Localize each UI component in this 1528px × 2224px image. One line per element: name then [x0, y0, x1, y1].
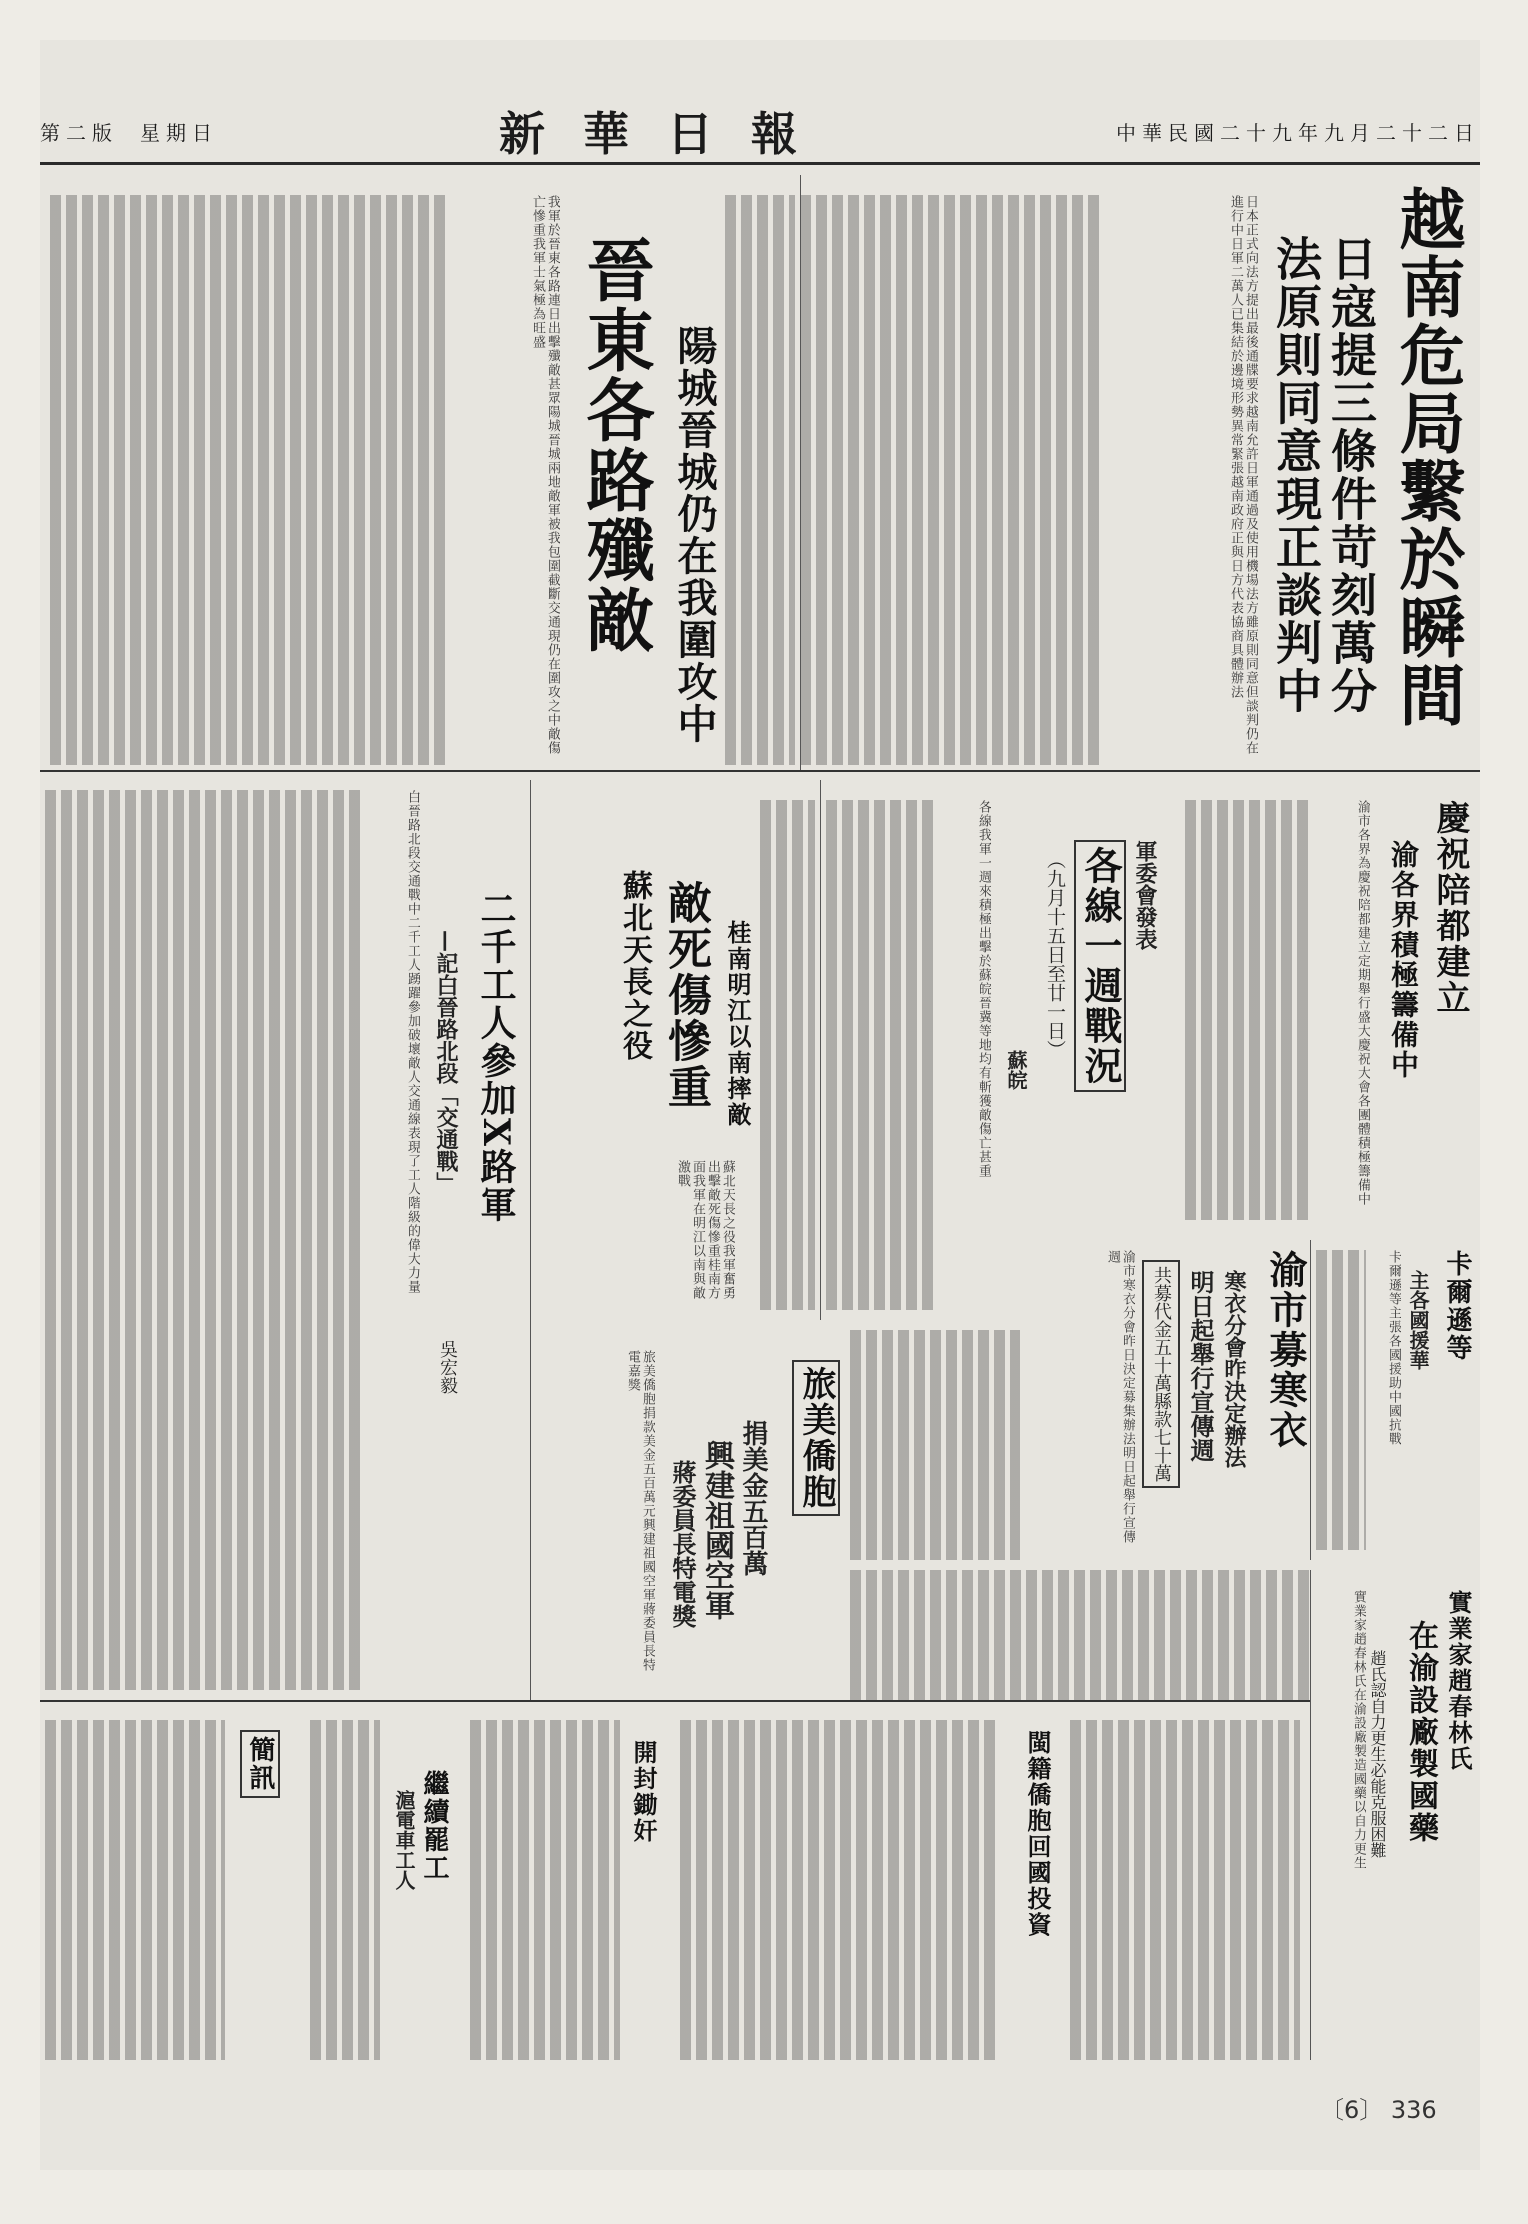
brief-news-label: 簡訊 — [240, 1730, 280, 1798]
military-columns — [826, 800, 936, 1310]
carlson-headline: 卡爾遜等 — [1442, 1250, 1472, 1362]
masthead — [40, 100, 1480, 165]
bottom-columns-left — [310, 1720, 380, 2060]
winter-tagline: 共募代金五十萬縣款七十萬 — [1142, 1260, 1180, 1488]
lead-headline: 越南危局繫於瞬間 — [1388, 185, 1466, 729]
winter-body: 渝市寒衣分會昨日決定募集辦法明日起舉行宣傳週 — [1105, 1250, 1135, 1544]
middle-columns — [850, 1330, 1020, 1560]
chongqing-story — [1180, 780, 1480, 1240]
overseas-subhead-2: 興建祖國空軍 — [699, 1440, 734, 1620]
military-org: 軍委會發表 — [1132, 840, 1158, 950]
subei-headline: 蘇北天長之役 — [617, 870, 652, 1062]
chongqing-columns — [1185, 800, 1310, 1220]
page-label: 第二版 — [40, 120, 118, 145]
winter-headline: 渝市募寒衣 — [1263, 1250, 1308, 1450]
industry-note: 趙氏認自力更生必能克服困難 — [1368, 1650, 1387, 1858]
returnees-headline: 閩籍僑胞回國投資 — [1023, 1730, 1052, 1938]
winter-subhead-2: 明日起舉行宣傳週 — [1186, 1270, 1215, 1462]
military-headline: 各線一週戰況 — [1074, 840, 1126, 1092]
chongqing-subhead: 渝各界積極籌備中 — [1387, 840, 1420, 1080]
military-dates: （九月十五日至廿一日） — [1044, 850, 1066, 1059]
feature-headline: 二千工人參加X路軍 — [475, 890, 517, 1224]
military-body: 各線我軍一週來積極出擊於蘇皖晉冀等地均有斬獲敵傷亡甚重 — [976, 800, 991, 1178]
archive-stamp: 〔6〕 336 — [1320, 2096, 1437, 2124]
bottom-columns-mid — [680, 1720, 1000, 2060]
subei-subhead-2: 桂南明江以南摔敵 — [723, 920, 752, 1128]
industry-subhead: 在渝設廠製國藥 — [1403, 1620, 1438, 1844]
military-region: 蘇皖 — [1004, 1050, 1028, 1090]
overseas-headline: 旅美僑胞 — [792, 1360, 840, 1516]
jindong-subhead: 陽城晉城仍在我圍攻中 — [671, 325, 718, 745]
feature-author: 吳宏毅 — [437, 1340, 458, 1394]
chongqing-body: 渝市各界為慶祝陪都建立定期舉行盛大慶祝大會各團體積極籌備中 — [1355, 800, 1370, 1206]
bottom-columns-right — [1070, 1720, 1300, 2060]
subei-story — [530, 780, 820, 1320]
industry-story — [1310, 1570, 1481, 2060]
winter-subhead-1: 寒衣分會昨決定辦法 — [1221, 1270, 1247, 1468]
issue-date: 中華民國二十九年九月二十二日 — [1116, 120, 1480, 145]
jindong-headline: 晉東各路殲敵 — [575, 235, 655, 655]
lead-body: 日本正式向法方提出最後通牒要求越南允許日軍通過及使用機場法方雖原則同意但談判仍在進行中日軍二萬人已集結於邊境形勢異常緊張越南政府正與日方代表協商具體辦法 — [1228, 195, 1258, 755]
lead-subhead-2: 法原則同意現正談判中 — [1269, 235, 1323, 715]
newspaper-sheet — [40, 40, 1480, 2170]
feature-columns — [45, 790, 365, 1690]
overseas-subhead-3: 蔣委員長特電獎 — [668, 1460, 697, 1628]
lead-subhead-1: 日寇提三條件苛刻萬分 — [1324, 235, 1378, 715]
military-report — [820, 780, 1181, 1320]
industry-body: 實業家趙春林氏在渝設廠製造國藥以自力更生 — [1351, 1590, 1366, 1870]
carlson-subhead: 主各國援華 — [1406, 1270, 1430, 1370]
divider-bottom — [40, 1700, 1310, 1702]
carlson-body: 卡爾遜等主張各國援助中國抗戰 — [1386, 1250, 1401, 1446]
center-columns — [850, 1570, 1310, 1700]
feature-story — [40, 780, 531, 1700]
bottom-columns-mid2 — [470, 1720, 620, 2060]
overseas-subhead-1: 捐美金五百萬 — [738, 1420, 768, 1576]
weekday: 星期日 — [140, 120, 218, 145]
overseas-story — [540, 1330, 850, 1700]
subei-columns-right — [760, 800, 815, 1310]
jindong-body-columns-left — [50, 195, 450, 765]
overseas-body: 旅美僑胞捐款美金五百萬元興建祖國空軍蔣委員長特電嘉獎 — [625, 1350, 655, 1672]
jindong-body: 我軍於晉東各路連日出擊殲敵甚眾陽城晉城兩地敵軍被我包圍截斷交通現仍在圍攻之中敵傷亡慘重我軍士氣極為旺盛 — [530, 195, 560, 755]
carlson-story — [1310, 1240, 1481, 1560]
winter-clothing-story — [1030, 1240, 1310, 1560]
newspaper-title: 新華日報 — [499, 107, 835, 161]
feature-body: 白晉路北段交通戰中二千工人踴躍參加破壞敵人交通線表現了工人階級的偉大力量 — [405, 790, 420, 1294]
jindong-body-columns-right — [725, 195, 795, 765]
divider-top — [40, 770, 1480, 772]
industry-headline: 實業家趙春林氏 — [1444, 1590, 1473, 1772]
lead-story — [800, 175, 1480, 770]
feature-subhead: —記白晉路北段「交通戰」 — [433, 930, 459, 1194]
subei-subhead-1: 敵死傷慘重 — [660, 880, 711, 1110]
carlson-columns — [1316, 1250, 1366, 1550]
bottom-row — [40, 1710, 1310, 2070]
workers-subhead: 滬電車工人 — [392, 1790, 416, 1890]
bottom-columns-far-left — [45, 1720, 225, 2060]
workers-headline: 繼續罷工 — [419, 1770, 449, 1882]
subei-body: 蘇北天長之役我軍奮勇出擊敵死傷慘重桂南方面我軍在明江以南與敵激戰 — [675, 1160, 735, 1300]
jindong-story — [40, 175, 801, 770]
chongqing-headline: 慶祝陪都建立 — [1430, 800, 1470, 1016]
lead-body-columns — [800, 195, 1100, 765]
kaifeng-headline: 開封鋤奸 — [629, 1740, 658, 1844]
